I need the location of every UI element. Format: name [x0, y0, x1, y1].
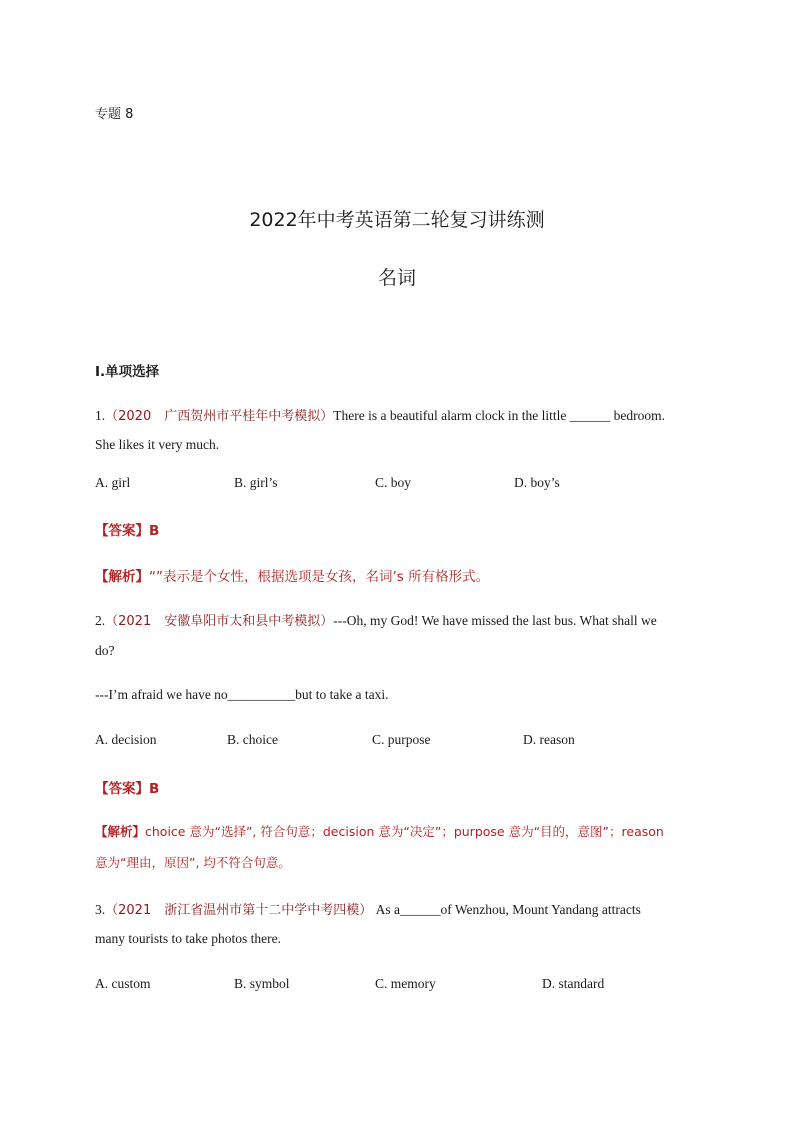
question-1-line-1 [95, 405, 665, 424]
question-2-option-a: A. decision [95, 732, 157, 747]
question-2-option-d: D. reason [523, 732, 575, 747]
page-title: 2022年中考英语第二轮复习讲练测 [249, 209, 545, 231]
question-1-analysis-label: 【解析】 [95, 569, 149, 585]
question-1-option-a: A. girl [95, 475, 131, 490]
question-1-option-c: C. boy [375, 475, 412, 490]
question-2-analysis-line-1 [95, 822, 664, 840]
question-2-option-b: B. choice [227, 732, 278, 747]
question-3-option-d: D. standard [542, 976, 605, 991]
question-1-analysis-text: “”表示是个女性，根据选项是女孩，名词’s 所有格形式。 [149, 569, 490, 585]
page-subtitle: 名词 [377, 267, 416, 289]
question-3-option-c: C. memory [375, 976, 436, 991]
question-1-source: （2020 广西贺州市平桂年中考模拟） [105, 409, 334, 424]
question-2-number: 2. [95, 613, 106, 628]
question-2-option-c: C. purpose [372, 732, 431, 747]
section-heading: Ⅰ.单项选择 [95, 364, 160, 380]
question-1-stem: There is a beautiful alarm clock in the little ______ bedroom. [333, 408, 665, 423]
question-2-source: （2021 安徽阜阳市太和县中考模拟） [105, 614, 334, 629]
question-2-line-1 [95, 610, 657, 629]
question-3-number: 3. [95, 902, 106, 917]
question-2-answer: 【答案】B [95, 781, 160, 797]
question-3-source: （2021 浙江省温州市第十二中学中考四模） [105, 903, 373, 918]
question-1-analysis [95, 565, 489, 585]
question-3-option-b: B. symbol [234, 976, 290, 991]
topic-label: 专题 8 [95, 107, 134, 122]
question-3-line-1 [95, 899, 641, 918]
question-2-analysis-label: 【解析】 [95, 824, 146, 839]
question-2-line-2: do? [95, 643, 115, 658]
question-1-number: 1. [95, 408, 106, 423]
question-2-line-3: ---I’m afraid we have no__________but to take a taxi. [95, 687, 389, 702]
question-1-option-d: D. boy’s [514, 475, 560, 490]
question-3-stem: As a______of Wenzhou, Mount Yandang attracts [372, 902, 641, 917]
question-2-analysis-line-2: 意为“理由，原因”, 均不符合句意。 [95, 855, 291, 870]
question-3-option-a: A. custom [95, 976, 151, 991]
question-1-answer: 【答案】B [95, 523, 160, 539]
question-2-stem: ---Oh, my God! We have missed the last bus. What shall we [333, 613, 657, 628]
question-1-line-2: She likes it very much. [95, 437, 220, 452]
question-1-option-b: B. girl’s [234, 475, 278, 490]
question-3-line-2: many tourists to take photos there. [95, 931, 281, 946]
question-2-analysis-text: choice 意为“选择”, 符合句意；decision 意为“决定”；purpose 意为“目的，意图”；reason [145, 824, 664, 839]
